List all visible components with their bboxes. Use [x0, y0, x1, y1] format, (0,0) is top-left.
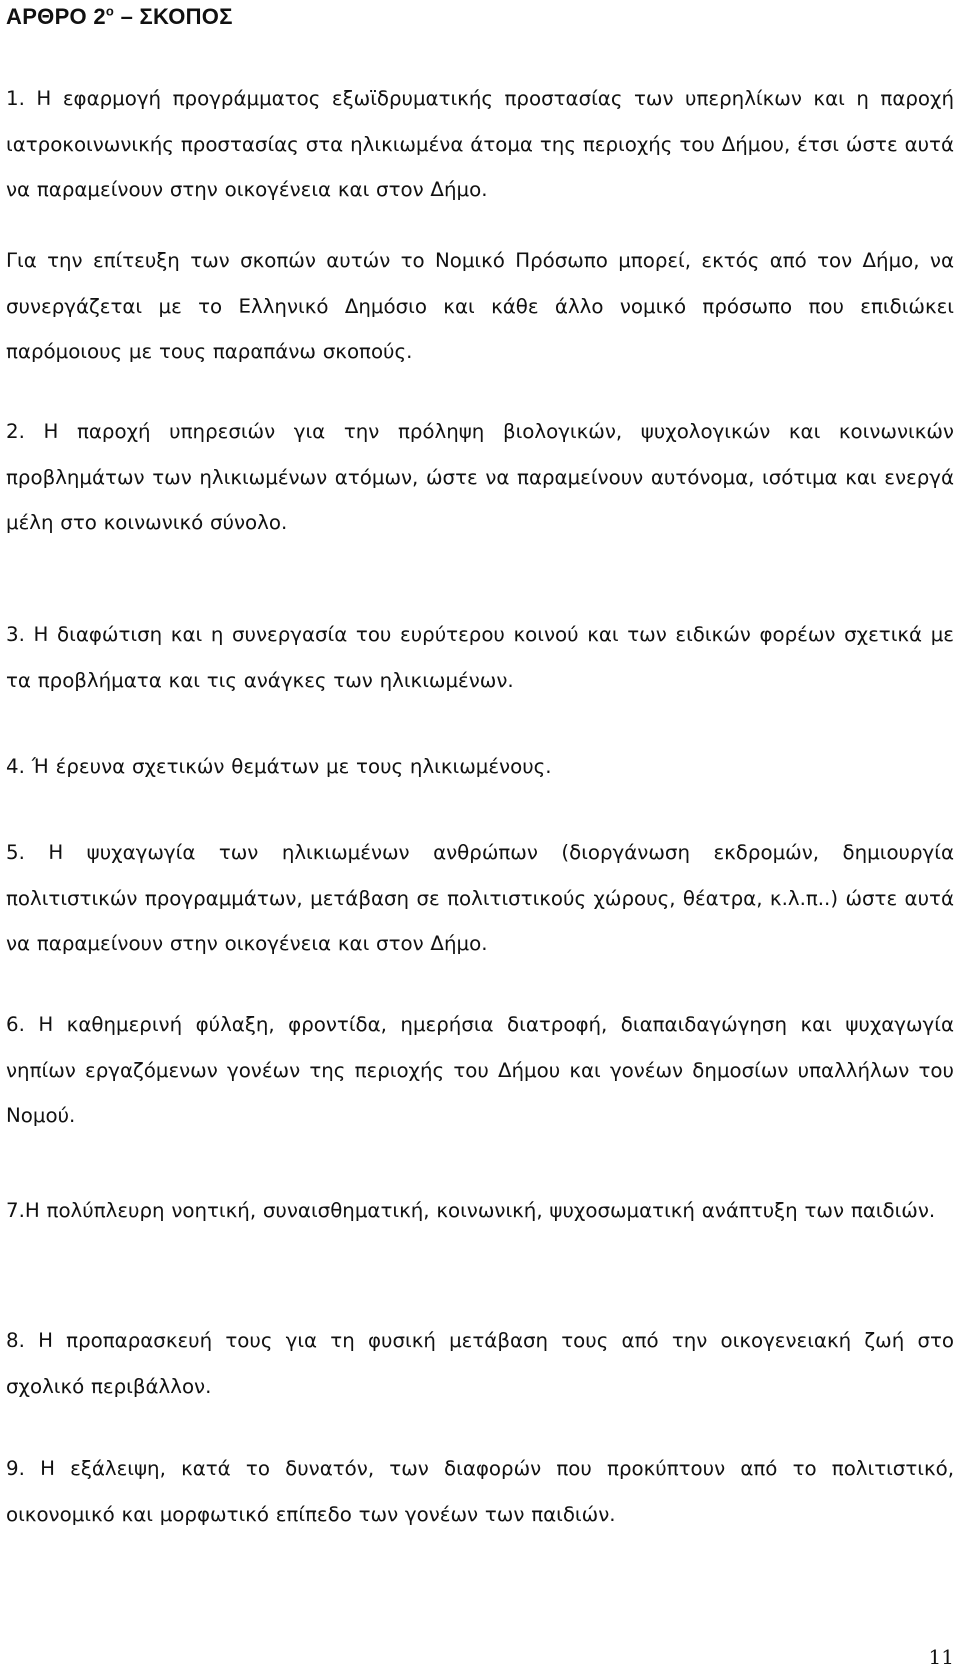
paragraph-6: 5. Η ψυχαγωγία των ηλικιωμένων ανθρώπων (διοργάνωση εκδρομών, δημιουργία πολιτιστικών προγραμμάτων, μετάβαση σε πολιτιστικούς χώρους, θέατρα, κ.λ.π..) ώστε αυτά να παραμείνουν στην οικογένεια και στον Δήμο.	[6, 841, 954, 956]
paragraph-5: 4. Ή έρευνα σχετικών θεμάτων με τους ηλικιωμένους.	[6, 755, 552, 778]
article-title-prefix: ΑΡΘΡΟ 2	[6, 4, 106, 29]
paragraph-1: 1. Η εφαρμογή προγράμματος εξωϊδρυματικής προστασίας των υπερηλίκων και η παροχή ιατροκοινωνικής προστασίας στα ηλικιωμένα άτομα της περιοχής του Δήμου, έτσι ώστε αυτά να παραμείνουν στην οικογένεια και στον Δήμο.	[6, 87, 954, 202]
article-title	[6, 4, 233, 30]
document-page	[6, 0, 954, 1678]
paragraph-2: Για την επίτευξη των σκοπών αυτών το Νομικό Πρόσωπο μπορεί, εκτός από τον Δήμο, να συνεργάζεται με το Ελληνικό Δημόσιο και κάθε άλλο νομικό πρόσωπο που επιδιώκει παρόμοιους με τους παραπάνω σκοπούς.	[6, 249, 954, 364]
paragraph-9: 8. Η προπαρασκευή τους για τη φυσική μετάβαση τους από την οικογενειακή ζωή στο σχολικό περιβάλλον.	[6, 1329, 954, 1398]
article-title-superscript: ο	[105, 3, 115, 19]
paragraph-8: 7.Η πολύπλευρη νοητική, συναισθηματική, κοινωνική, ψυχοσωματική ανάπτυξη των παιδιών.	[6, 1199, 936, 1222]
paragraph-7: 6. Η καθημερινή φύλαξη, φροντίδα, ημερήσια διατροφή, διαπαιδαγώγηση και ψυχαγωγία νηπίων εργαζόμενων γονέων της περιοχής του Δήμου και γονέων δημοσίων υπαλλήλων του Νομού.	[6, 1013, 954, 1128]
paragraph-10: 9. Η εξάλειψη, κατά το δυνατόν, των διαφορών που προκύπτουν από το πολιτιστικό, οικονομικό και μορφωτικό επίπεδο των γονέων των παιδιών.	[6, 1457, 954, 1526]
paragraph-3: 2. Η παροχή υπηρεσιών για την πρόληψη βιολογικών, ψυχολογικών και κοινωνικών προβλημάτων των ηλικιωμένων ατόμων, ώστε να παραμείνουν αυτόνομα, ισότιμα και ενεργά μέλη στο κοινωνικό σύνολο.	[6, 420, 954, 535]
page-number: 11	[928, 1645, 954, 1669]
article-title-suffix: – ΣΚΟΠΟΣ	[114, 4, 233, 29]
paragraph-4: 3. Η διαφώτιση και η συνεργασία του ευρύτερου κοινού και των ειδικών φορέων σχετικά με τα προβλήματα και τις ανάγκες των ηλικιωμένων.	[6, 623, 954, 692]
